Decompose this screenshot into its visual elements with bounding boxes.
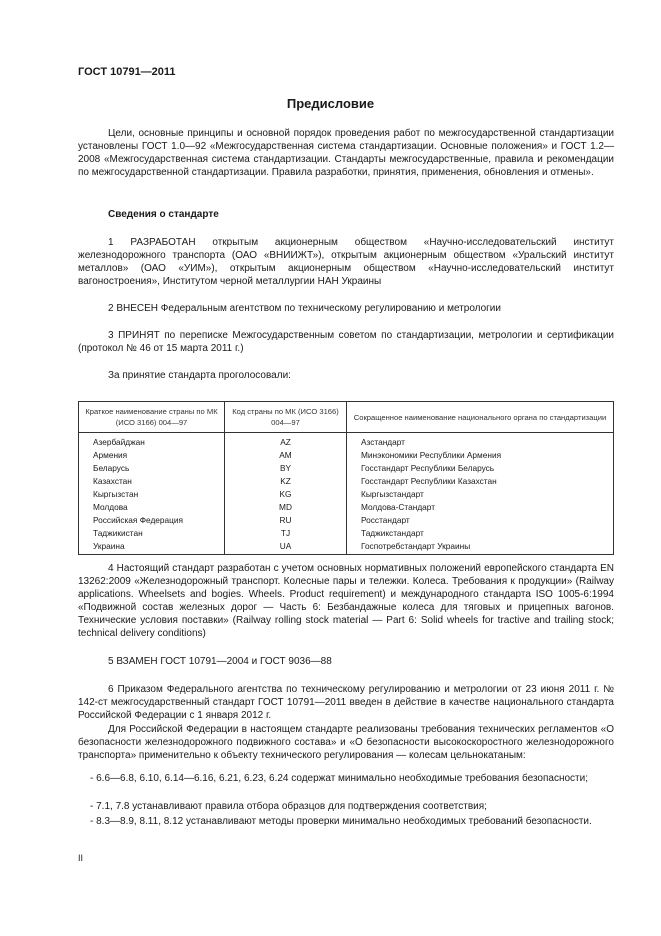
item-4-paragraph: 4 Настоящий стандарт разработан с учетом основных нормативных положений европейского стандарта EN 13262:2009 «Железнодорожный транспорт. Колесные пары и тележки. Колеса. Требования к продукции» (Railway applications. Wheelsets and bogies. Wheels. Product requirement) и международного стандарта ISO 1005-6:1994 «Подвижной состав железных дорог — Часть 6: Безбандажные колеса для тяговых и прицепных вагонов. Технические условия поставки» (Railway rolling stock material — Part 6: Solid wheels for tractive and trailing stock; technical delivery conditions) [78,563,614,639]
table-row [79,540,614,555]
list-item: - 8.3—8.9, 8.11, 8.12 устанавливают методы проверки минимально необходимых требований безопасности. [90,816,592,827]
table-row [79,488,614,501]
page-number: II [78,853,84,863]
table-header-row [79,402,614,433]
page-title: Предисловие [286,96,375,111]
section-subheading: Сведения о стандарте [108,209,219,220]
body-cell: Госпотребстандарт Украины [347,540,614,555]
country-cell: Молдова [79,501,225,514]
table-row [79,449,614,462]
body-cell: Госстандарт Республики Беларусь [347,462,614,475]
intro-paragraph: Цели, основные принципы и основной порядок проведения работ по межгосударственной стандартизации установлены ГОСТ 1.0—92 «Межгосударственная система стандартизации. Основные положения» и ГОСТ 1.2—2008 «Межгосударственная система стандартизации. Стандарты межгосударственные, правила и рекомендации по межгосударственной стандартизации. Правила разработки, принятия, применения, обновления и отмены». [78,128,614,178]
code-cell: MD [225,501,347,514]
code-cell: KG [225,488,347,501]
list-item: - 7.1, 7.8 устанавливают правила отбора образцов для подтверждения соответствия; [90,801,487,812]
body-cell: Росстандарт [347,514,614,527]
body-cell: Таджикстандарт [347,527,614,540]
table-row [79,527,614,540]
country-cell: Армения [79,449,225,462]
code-cell: TJ [225,527,347,540]
code-cell: RU [225,514,347,527]
item-3-paragraph: 3 ПРИНЯТ по переписке Межгосударственным советом по стандартизации, метрологии и сертификации (протокол № 46 от 15 марта 2011 г.) [78,330,614,354]
table-row [79,433,614,450]
body-cell: Минэкономики Республики Армения [347,449,614,462]
table-header-code: Код страны по МК (ИСО 3166) 004—97 [225,402,347,433]
body-cell: Азстандарт [347,433,614,450]
body-cell: Кыргызстандарт [347,488,614,501]
country-cell: Таджикистан [79,527,225,540]
table-row [79,475,614,488]
item-6-paragraph: 6 Приказом Федерального агентства по техническому регулированию и метрологии от 23 июня 2011 г. № 142-ст межгосударственный стандарт ГОСТ 10791—2011 введен в действие в качестве национального стандарта Российской Федерации с 1 января 2012 г. [78,684,614,721]
code-cell: BY [225,462,347,475]
country-cell: Азербайджан [79,433,225,450]
code-cell: UA [225,540,347,555]
body-cell: Госстандарт Республики Казахстан [347,475,614,488]
country-cell: Казахстан [79,475,225,488]
item-1-paragraph: 1 РАЗРАБОТАН открытым акционерным обществом «Научно-исследовательский институт железнодорожного транспорта (ОАО «ВНИИЖТ»), открытым акционерным обществом «Уральский институт металлов» (ОАО «УИМ»), открытым акционерным обществом «Научно-исследовательский институт вагоностроения», Институтом черной металлургии НАН Украины [78,237,614,287]
code-cell: AM [225,449,347,462]
voting-states-table [78,401,614,555]
code-cell: KZ [225,475,347,488]
voted-caption: За принятие стандарта проголосовали: [108,370,291,381]
table-row [79,501,614,514]
country-cell: Украина [79,540,225,555]
item-2-paragraph: 2 ВНЕСЕН Федеральным агентством по техническому регулированию и метрологии [108,303,501,314]
list-item: - 6.6—6.8, 6.10, 6.14—6.16, 6.21, 6.23, 6.24 содержат минимально необходимые требования безопасности; [90,773,588,784]
table-header-country: Краткое наименование страны по МК (ИСО 3166) 004—97 [79,402,225,433]
document-header: ГОСТ 10791—2011 [78,66,176,78]
country-cell: Российская Федерация [79,514,225,527]
country-cell: Беларусь [79,462,225,475]
table-row [79,514,614,527]
table-header-body: Сокращенное наименование национального органа по стандартизации [347,402,614,433]
table-row [79,462,614,475]
country-cell: Кыргызстан [79,488,225,501]
item-5-paragraph: 5 ВЗАМЕН ГОСТ 10791—2004 и ГОСТ 9036—88 [108,656,332,667]
body-cell: Молдова-Стандарт [347,501,614,514]
item-6-rf-paragraph: Для Российской Федерации в настоящем стандарте реализованы требования технических регламентов «О безопасности железнодорожного подвижного состава» и «О безопасности высокоскоростного железнодорожного транспорта» применительно к объекту технического регулирования — колесам цельнокатаным: [78,724,614,761]
code-cell: AZ [225,433,347,450]
